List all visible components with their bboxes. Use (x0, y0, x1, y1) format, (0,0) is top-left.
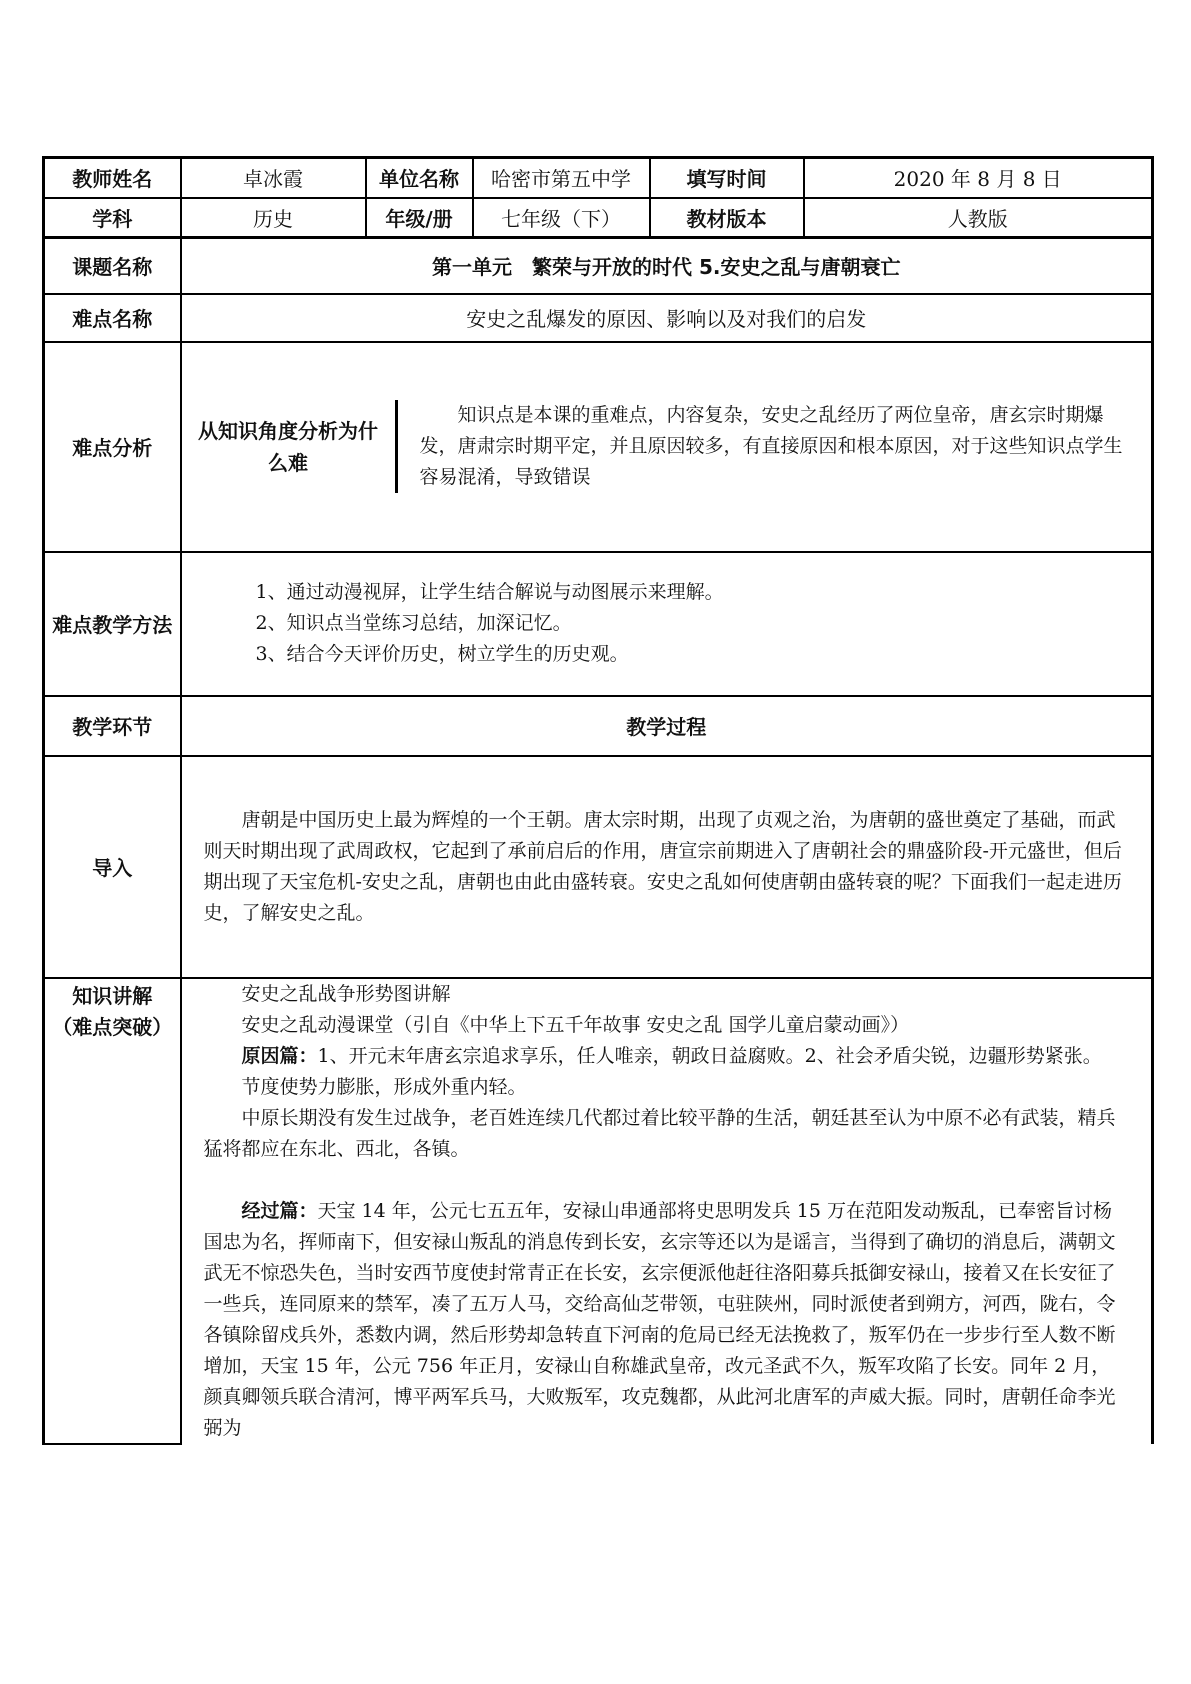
intro-label: 导入 (44, 756, 181, 978)
method-list (181, 552, 1153, 696)
method-item: 1、通过动漫视屏，让学生结合解说与动图展示来理解。 (255, 581, 724, 603)
analysis-row (44, 342, 1153, 552)
method-row (44, 552, 1153, 696)
knowledge-row (44, 978, 1153, 1444)
date-label: 填写时间 (650, 158, 804, 198)
header-row-2 (44, 198, 1153, 238)
cause-paragraph: 原因篇：1、开元末年唐玄宗追求享乐，任人唯亲，朝政日益腐败。2、社会矛盾尖锐，边疆形势紧张。 (241, 1044, 1102, 1067)
intro-cell (181, 756, 1153, 978)
difficulty-label: 难点名称 (44, 294, 181, 342)
grade-label: 年级/册 (366, 198, 473, 238)
process-lead: 经过篇： (241, 1199, 318, 1222)
header-row-1 (44, 158, 1153, 198)
method-label: 难点教学方法 (44, 552, 181, 696)
knowledge-line: 节度使势力膨胀，形成外重内轻。 (241, 1075, 527, 1098)
unit-label: 单位名称 (366, 158, 473, 198)
subject-value: 历史 (181, 198, 366, 238)
knowledge-line: 安史之乱战争形势图讲解 (241, 982, 451, 1005)
process-label: 教学环节 (44, 696, 181, 756)
edition-value: 人教版 (804, 198, 1153, 238)
lesson-plan-table (42, 156, 1154, 1445)
difficulty-value: 安史之乱爆发的原因、影响以及对我们的启发 (181, 294, 1153, 342)
knowledge-label: 知识讲解 （难点突破） (44, 978, 181, 1444)
process-header-row (44, 696, 1153, 756)
method-item: 2、知识点当堂练习总结，加深记忆。 (255, 612, 572, 634)
teacher-value: 卓冰霞 (181, 158, 366, 198)
grade-value: 七年级（下） (473, 198, 650, 238)
topic-row (44, 238, 1153, 294)
unit-value: 哈密市第五中学 (473, 158, 650, 198)
edition-label: 教材版本 (650, 198, 804, 238)
subject-label: 学科 (44, 198, 181, 238)
difficulty-row (44, 294, 1153, 342)
knowledge-line: 中原长期没有发生过战争，老百姓连续几代都过着比较平静的生活，朝廷甚至认为中原不必有武装，精兵猛将都应在东北、西北，各镇。 (203, 1106, 1116, 1160)
analysis-text: 知识点是本课的重难点，内容复杂，安史之乱经历了两位皇帝，唐玄宗时期爆发，唐肃宗时期平定，并且原因较多，有直接原因和根本原因，对于这些知识点学生容易混淆，导致错误 (419, 404, 1123, 488)
knowledge-line: 安史之乱动漫课堂（引自《中华上下五千年故事 安史之乱 国学儿童启蒙动画》） (241, 1013, 910, 1036)
topic-value: 第一单元 繁荣与开放的时代 5.安史之乱与唐朝衰亡 (181, 238, 1153, 294)
analysis-inner (182, 400, 1152, 493)
intro-row (44, 756, 1153, 978)
process-value: 教学过程 (181, 696, 1153, 756)
process-paragraph: 经过篇：天宝 14 年，公元七五五年，安禄山串通部将史思明发兵 15 万在范阳发动叛乱，已奉密旨讨杨国忠为名，挥师南下，但安禄山叛乱的消息传到长安，玄宗等还以为是谣言，当得到了确切的消息后，满朝文武无不惊恐失色，当时安西节度使封常青正在长安，玄宗便派他赶往洛阳募兵抵御安禄山，接着又在长安征了一些兵，连同原来的禁军，凑了五万人马，交给高仙芝带领，屯驻陕州，同时派使者到朔方，河西，陇右，令各镇除留戍兵外，悉数内调，然后形势却急转直下河南的危局已经无法挽救了，叛军仍在一步步行至人数不断增加，天宝 15 年，公元 756 年正月，安禄山自称雄武皇帝，改元圣武不久，叛军攻陷了长安。同年 2 月，颜真卿领兵联合清河，博平两军兵马，大败叛军，攻克魏都，从此河北唐军的声威大振。同时，唐朝任命李光弼为 (203, 1199, 1116, 1439)
analysis-sub-label: 从知识角度分析为什么难 (182, 400, 397, 493)
knowledge-cell (181, 978, 1153, 1444)
topic-label: 课题名称 (44, 238, 181, 294)
teacher-label: 教师姓名 (44, 158, 181, 198)
method-item: 3、结合今天评价历史，树立学生的历史观。 (255, 643, 629, 665)
date-value: 2020 年 8 月 8 日 (804, 158, 1153, 198)
analysis-text-cell (396, 400, 1151, 493)
cause-lead: 原因篇： (241, 1044, 318, 1067)
intro-text: 唐朝是中国历史上最为辉煌的一个王朝。唐太宗时期，出现了贞观之治，为唐朝的盛世奠定了基础，而武则天时期出现了武周政权，它起到了承前启后的作用，唐宣宗前期进入了唐朝社会的鼎盛阶段-开元盛世，但后期出现了天宝危机-安史之乱，唐朝也由此由盛转衰。安史之乱如何使唐朝由盛转衰的呢？下面我们一起走进历史，了解安史之乱。 (203, 808, 1122, 924)
analysis-label: 难点分析 (44, 342, 181, 552)
